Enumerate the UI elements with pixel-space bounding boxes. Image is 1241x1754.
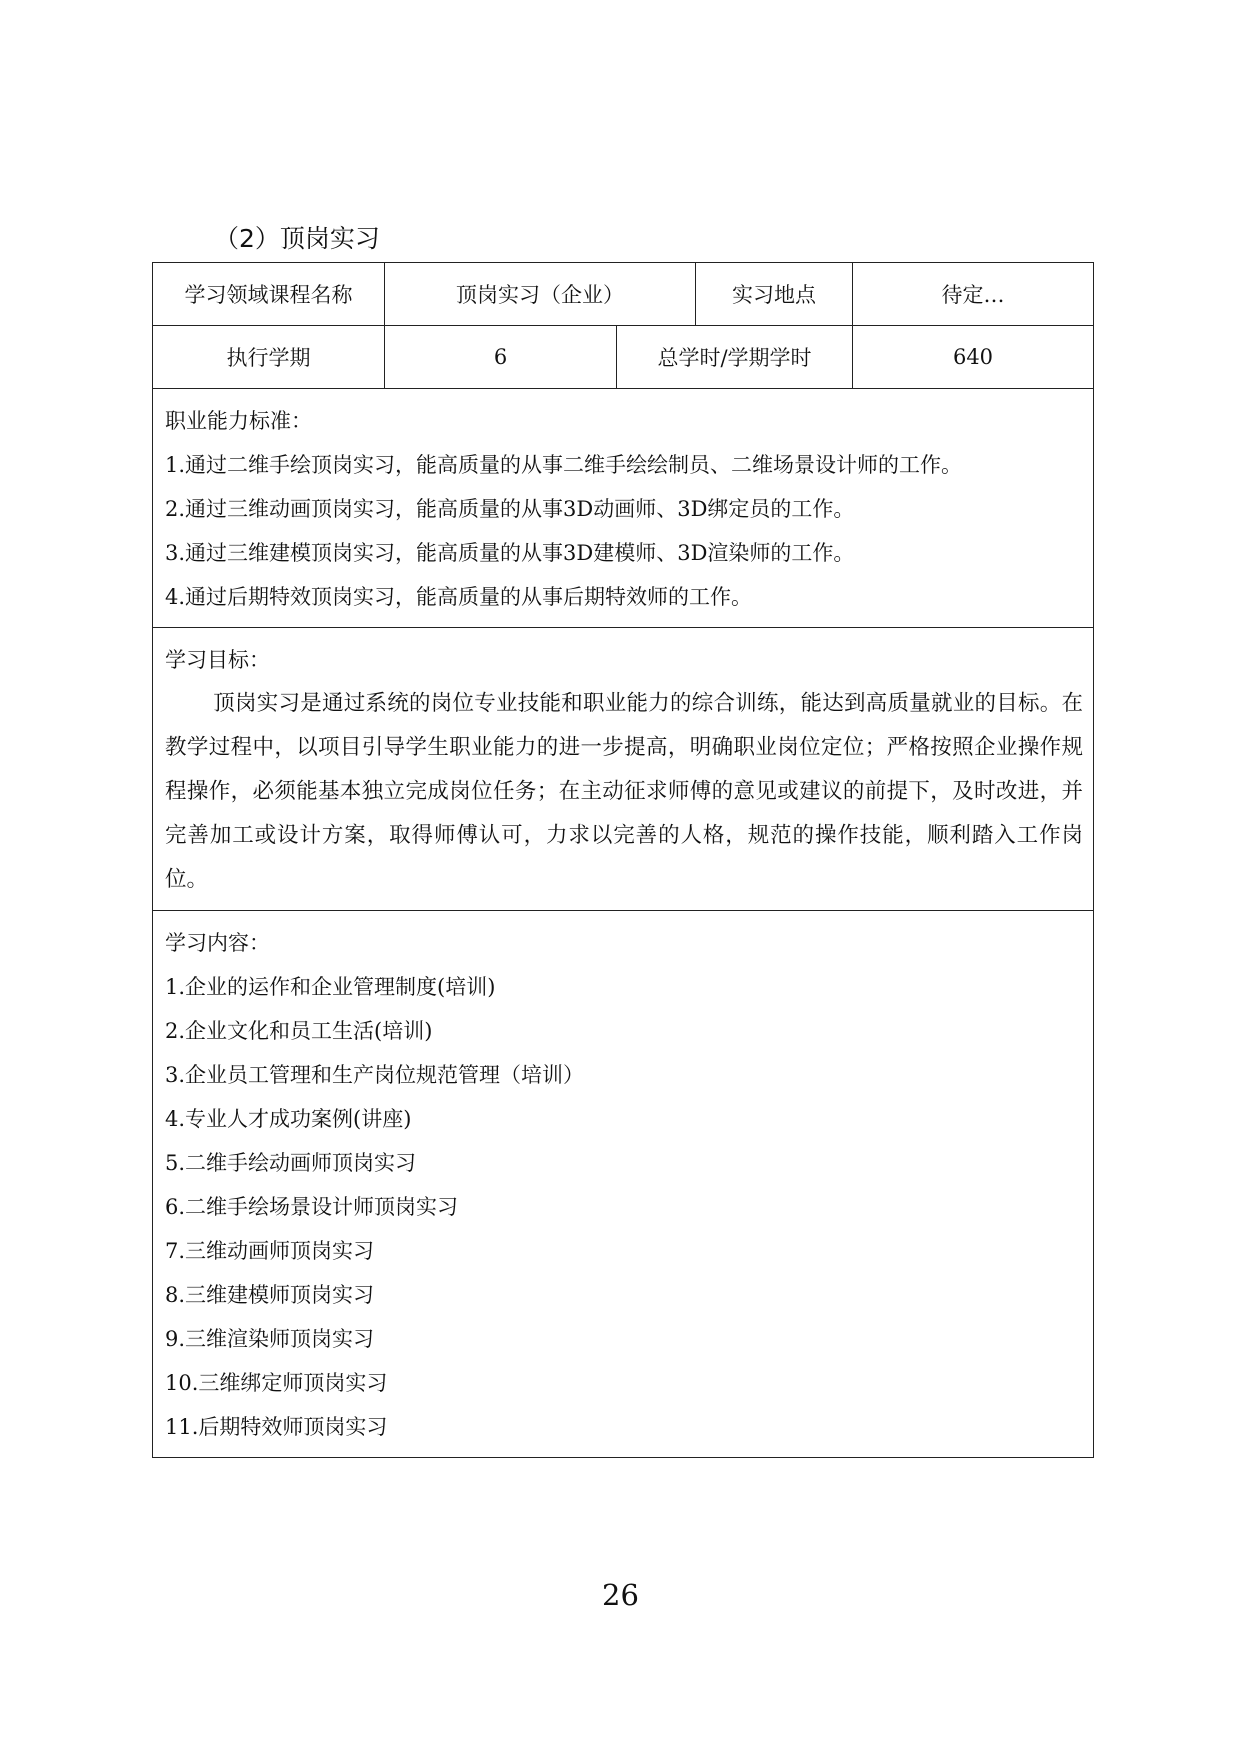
content-item: 1.企业的运作和企业管理制度(培训) <box>165 975 496 999</box>
goals-paragraph <box>165 682 1083 902</box>
goals-heading: 学习目标： <box>165 648 270 672</box>
location-value: 待定… <box>853 263 1094 326</box>
course-value: 顶岗实习（企业） <box>385 263 696 326</box>
competency-heading: 职业能力标准： <box>165 409 312 433</box>
location-label: 实习地点 <box>696 263 853 326</box>
content-item: 10.三维绑定师顶岗实习 <box>165 1371 388 1395</box>
competency-item: 2.通过三维动画顶岗实习，能高质量的从事3D动画师、3D绑定员的工作。 <box>165 497 855 521</box>
content-item: 6.二维手绘场景设计师顶岗实习 <box>165 1195 459 1219</box>
content-item: 9.三维渲染师顶岗实习 <box>165 1327 375 1351</box>
goals-block <box>153 628 1094 911</box>
competency-row <box>153 389 1094 628</box>
goals-text: 顶岗实习是通过系统的岗位专业技能和职业能力的综合训练，能达到高质量就业的目标。在教学过程中，以项目引导学生职业能力的进一步提高，明确职业岗位定位；严格按照企业操作规程操作，必须能基本独立完成岗位任务；在主动征求师傅的意见或建议的前提下，及时改进，并完善加工或设计方案，取得师傅认可，力求以完善的人格，规范的操作技能，顺利踏入工作岗位。 <box>165 691 1083 892</box>
content-item: 5.二维手绘动画师顶岗实习 <box>165 1151 417 1175</box>
goals-row <box>153 628 1094 911</box>
content-item: 4.专业人才成功案例(讲座) <box>165 1107 412 1131</box>
content-row <box>153 911 1094 1458</box>
hours-value: 640 <box>853 326 1094 389</box>
content-heading: 学习内容： <box>165 931 270 955</box>
hours-label: 总学时/学期学时 <box>617 326 853 389</box>
competency-item: 3.通过三维建模顶岗实习，能高质量的从事3D建模师、3D渲染师的工作。 <box>165 541 855 565</box>
content-item: 8.三维建模师顶岗实习 <box>165 1283 375 1307</box>
semester-value: 6 <box>385 326 617 389</box>
semester-row <box>153 326 1094 389</box>
page-number: 26 <box>602 1578 639 1612</box>
content-block <box>153 911 1094 1458</box>
competency-block <box>153 389 1094 628</box>
content-item: 7.三维动画师顶岗实习 <box>165 1239 375 1263</box>
course-label: 学习领域课程名称 <box>153 263 385 326</box>
semester-label: 执行学期 <box>153 326 385 389</box>
content-item: 2.企业文化和员工生活(培训) <box>165 1019 433 1043</box>
content-item: 3.企业员工管理和生产岗位规范管理（培训） <box>165 1063 585 1087</box>
content-item: 11.后期特效师顶岗实习 <box>165 1415 388 1439</box>
competency-item: 4.通过后期特效顶岗实习，能高质量的从事后期特效师的工作。 <box>165 585 753 609</box>
course-row <box>153 263 1094 326</box>
course-table <box>152 262 1094 1458</box>
competency-item: 1.通过二维手绘顶岗实习，能高质量的从事二维手绘绘制员、二维场景设计师的工作。 <box>165 453 963 477</box>
section-title: （2）顶岗实习 <box>214 224 380 253</box>
